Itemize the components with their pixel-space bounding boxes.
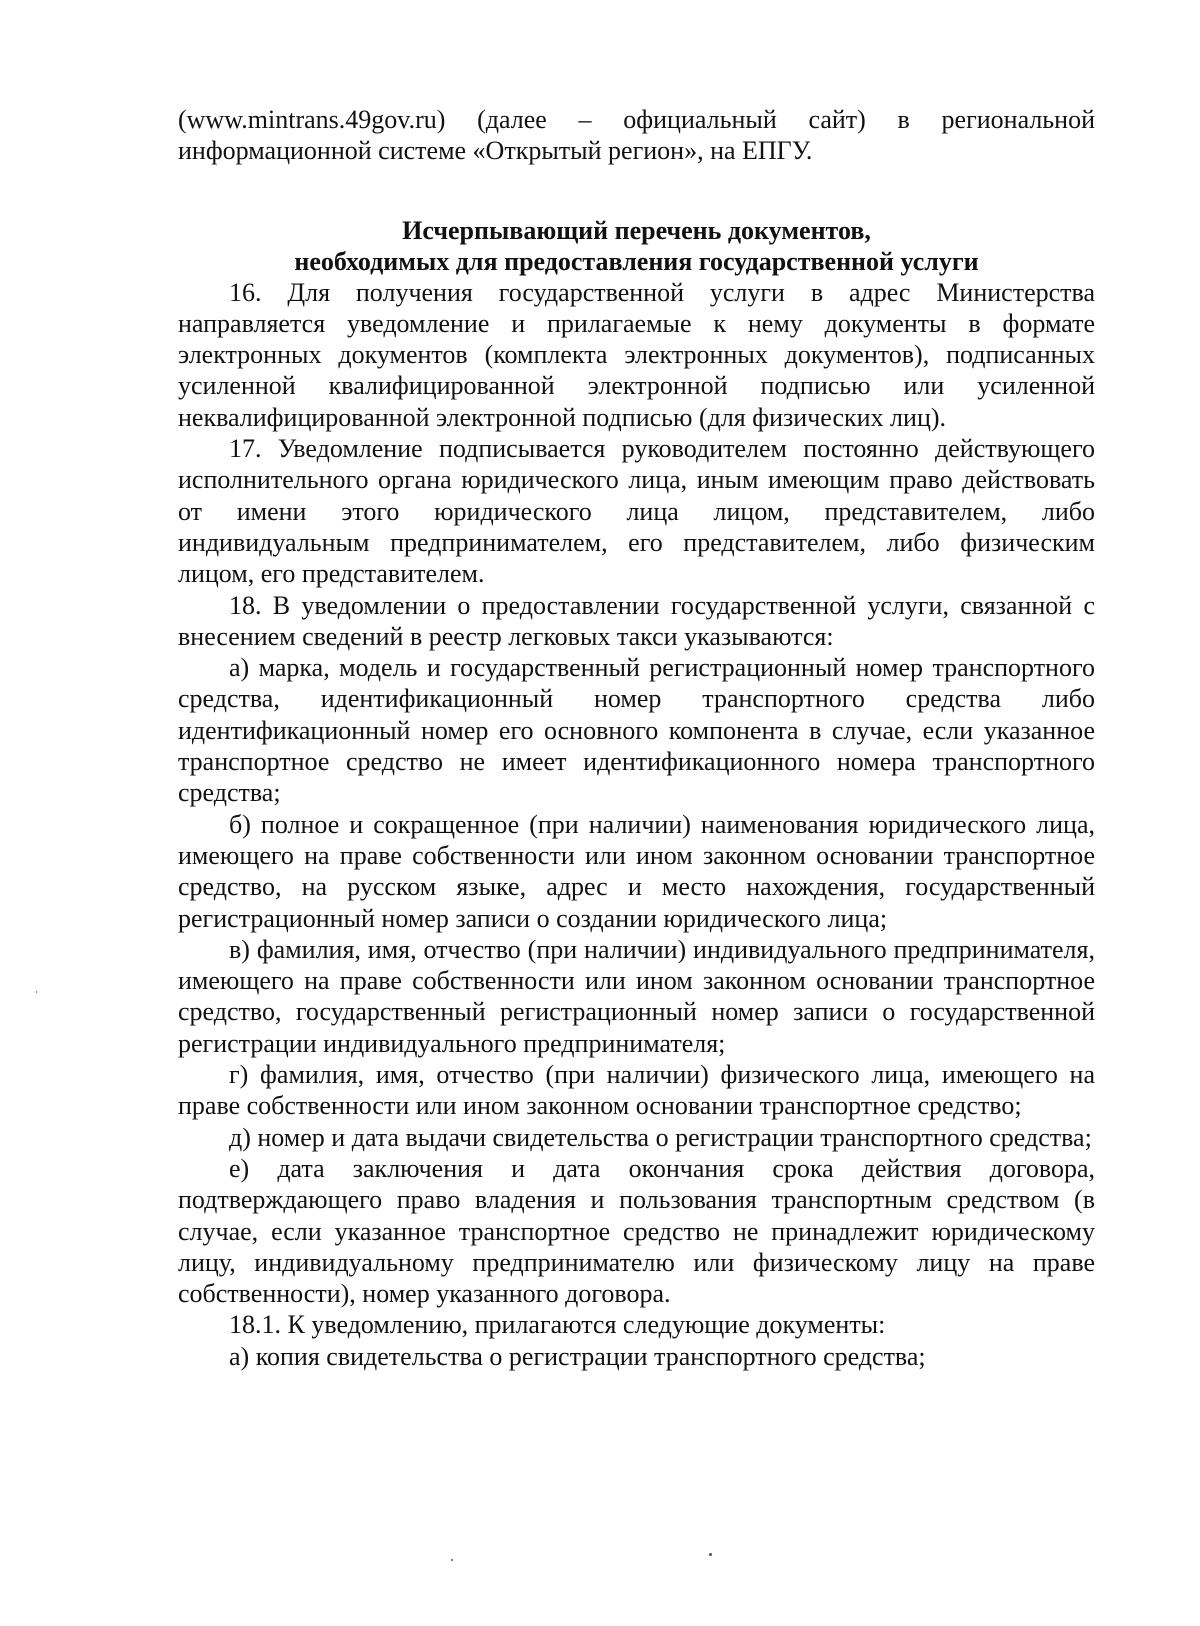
document-body — [178, 104, 1095, 1372]
section-heading-line-1: Исчерпывающий перечень документов, — [402, 215, 871, 245]
list-item-b: б) полное и сокращенное (при наличии) наименования юридического лица, имеющего на праве собственности или ином законном основании транспортное средство, на русском языке, адрес и место нахождения, государственный регистрационный номер записи о создании юридического лица; — [178, 809, 1095, 933]
section-heading-line-2: необходимых для предоставления государственной услуги — [294, 246, 979, 276]
list-item-d: д) номер и дата выдачи свидетельства о регистрации транспортного средства; — [229, 1122, 1092, 1152]
paragraph-18: 18. В уведомлении о предоставлении государственной услуги, связанной с внесением сведений в реестр легковых такси указываются: — [178, 590, 1095, 651]
section-heading — [178, 215, 1095, 277]
scan-speck — [36, 991, 37, 993]
list-item-a: а) марка, модель и государственный регистрационный номер транспортного средства, идентификационный номер транспортного средства либо идентификационный номер его основного компонента в случае, если указанное транспортное средство не имеет идентификационного номера транспортного средства; — [178, 653, 1095, 808]
scan-speck — [451, 1559, 453, 1561]
attachment-item-a: а) копия свидетельства о регистрации транспортного средства; — [229, 1341, 926, 1371]
paragraph-16: 16. Для получения государственной услуги в адрес Министерства направляется уведомление и прилагаемые к нему документы в формате электронных документов (комплекта электронных документов), подписанных усиленной квалифицированной электронной подписью или усиленной неквалифицированной электронной подписью (для физических лиц). — [178, 277, 1095, 432]
list-item-g: г) фамилия, имя, отчество (при наличии) физического лица, имеющего на праве собственности или ином законном основании транспортное средство; — [178, 1060, 1095, 1121]
paragraph-17: 17. Уведомление подписывается руководителем постоянно действующего исполнительного органа юридического лица, иным имеющим право действовать от имени этого юридического лица лицом, представителем, либо индивидуальным предпринимателем, его представителем, либо физическим лицом, его представителем. — [178, 434, 1095, 589]
scan-speck — [709, 1553, 712, 1556]
paragraph-18-1: 18.1. К уведомлению, прилагаются следующие документы: — [229, 1310, 886, 1340]
list-item-e: е) дата заключения и дата окончания срока действия договора, подтверждающего право владения и пользования транспортным средством (в случае, если указанное транспортное средство не принадлежит юридическому лицу, индивидуальному предпринимателю или физическому лицу на праве собственности), номер указанного договора. — [178, 1153, 1095, 1309]
list-item-v: в) фамилия, имя, отчество (при наличии) индивидуального предпринимателя, имеющего на праве собственности или ином законном основании транспортное средство, государственный регистрационный номер записи о государственной регистрации индивидуального предпринимателя; — [178, 934, 1095, 1058]
intro-paragraph: (www.mintrans.49gov.ru) (далее – официальный сайт) в региональной информационной системе «Открытый регион», на ЕПГУ. — [178, 105, 1095, 166]
